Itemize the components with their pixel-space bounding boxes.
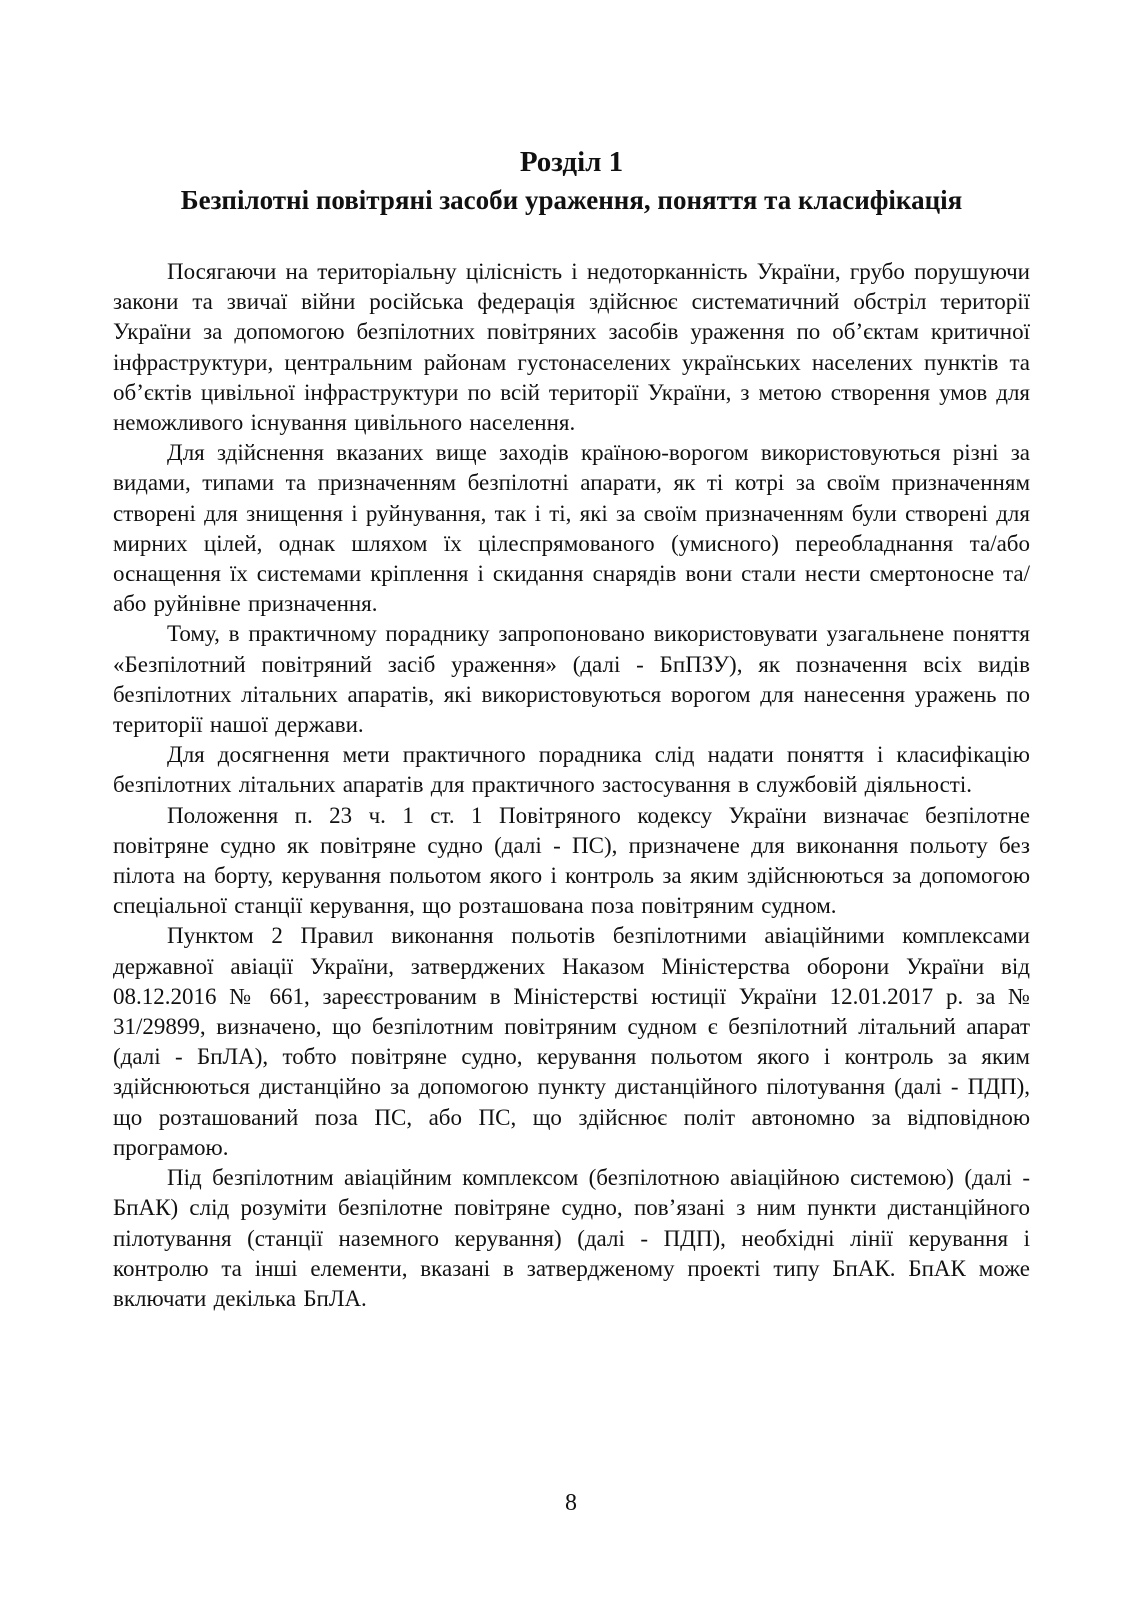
paragraph-5: Положення п. 23 ч. 1 ст. 1 Повітряного кодексу України визначає безпілотне повітряне судно як повітряне судно (далі - ПС), призначене для виконання польоту без пілота на борту, керування польотом якого і контроль за яким здійснюються за допомогою спеціальної станції керування, що розташована поза повітряним судном.	[113, 802, 1030, 919]
document-body	[113, 257, 1030, 1314]
page-number: 8	[565, 1490, 577, 1516]
paragraph-3: Тому, в практичному пораднику запропоновано використовувати узагальнене поняття «Безпілотний повітряний засіб ураження» (далі - БпПЗУ), як позначення всіх видів безпілотних літальних апаратів, які використовуються ворогом для нанесення уражень по території нашої держави.	[113, 621, 1030, 738]
paragraph-7: Під безпілотним авіаційним комплексом (безпілотною авіаційною системою) (далі - БпАК) слід розуміти безпілотне повітряне судно, пов’язані з ним пункти дистанційного пілотування (станції наземного керування) (далі - ПДП), необхідні лінії керування і контролю та інші елементи, вказані в затвердженому проекті типу БпАК. БпАК може включати декілька БпЛА.	[113, 1165, 1030, 1311]
paragraph-4: Для досягнення мети практичного порадника слід надати поняття і класифікацію безпілотних літальних апаратів для практичного застосування в службовій діяльності.	[113, 742, 1030, 798]
chapter-title: Безпілотні повітряні засоби ураження, поняття та класифікація	[180, 185, 963, 215]
chapter-heading-block	[113, 146, 1030, 217]
paragraph-2: Для здійснення вказаних вище заходів країною-ворогом використовуються різні за видами, типами та призначенням безпілотні апарати, як ті котрі за своїм призначенням створені для знищення і руйнування, так і ті, які за своїм призначенням були створені для мирних цілей, однак шляхом їх цілеспрямованого (умисного) переобладнання та/або оснащення їх системами кріплення і скидання снарядів вони стали нести смертоносне та/або руйнівне призначення.	[113, 440, 1030, 617]
chapter-label: Розділ 1	[519, 146, 624, 178]
paragraph-6: Пунктом 2 Правил виконання польотів безпілотними авіаційними комплексами державної авіації України, затверджених Наказом Міністерства оборони України від 08.12.2016 № 661, зареєстрованим в Міністерстві юстиції України 12.01.2017 р. за № 31/29899, визначено, що безпілотним повітряним судном є безпілотний літальний апарат (далі - БпЛА), тобто повітряне судно, керування польотом якого і контроль за яким здійснюються дистанційно за допомогою пункту дистанційного пілотування (далі - ПДП), що розташований поза ПС, або ПС, що здійснює політ автономно за відповідною програмою.	[113, 923, 1030, 1160]
paragraph-1: Посягаючи на територіальну цілісність і недоторканність України, грубо порушуючи закони та звичаї війни російська федерація здійснює систематичний обстріл території України за допомогою безпілотних повітряних засобів ураження по об’єктам критичної інфраструктури, центральним районам густонаселених українських населених пунктів та об’єктів цивільної інфраструктури по всій території України, з метою створення умов для неможливого існування цивільного населення.	[113, 259, 1030, 436]
